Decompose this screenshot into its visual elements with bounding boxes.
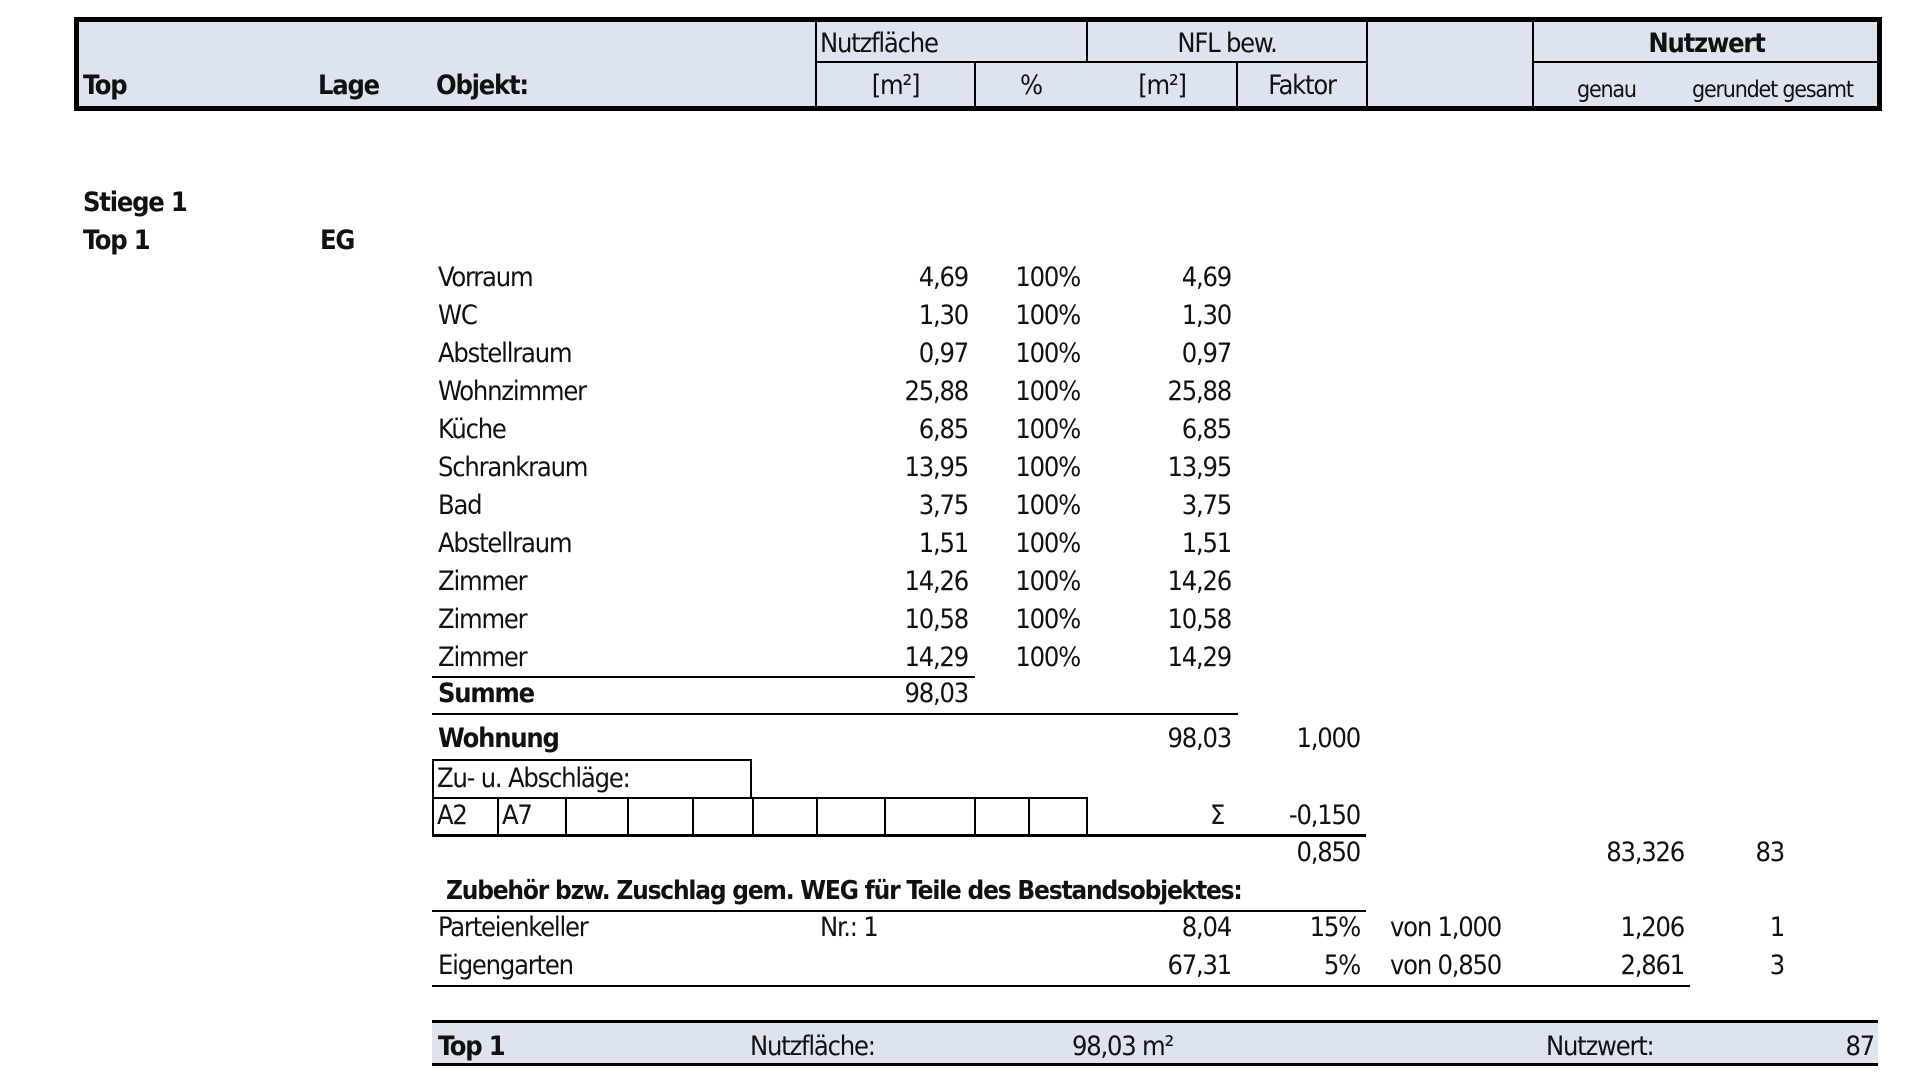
room-name: Schrankraum: [438, 452, 588, 483]
header-lage: Lage: [318, 70, 379, 101]
room-name: Küche: [438, 414, 506, 445]
room-percent: 100%: [1015, 566, 1080, 597]
room-name: Wohnzimmer: [438, 376, 586, 407]
room-percent: 100%: [1015, 376, 1080, 407]
code-cell-divider: [816, 797, 818, 837]
wohnung-label: Wohnung: [438, 723, 559, 754]
room-percent: 100%: [1015, 528, 1080, 559]
room-percent: 100%: [1015, 604, 1080, 635]
room-percent: 100%: [1015, 338, 1080, 369]
sigma-symbol: Σ: [1210, 800, 1225, 831]
room-weighted-area: 25,88: [1167, 376, 1231, 407]
room-weighted-area: 0,97: [1181, 338, 1231, 369]
zubehoer-percent: 5%: [1323, 950, 1360, 981]
room-weighted-area: 1,30: [1181, 300, 1231, 331]
zubehoer-nr: Nr.: 1: [820, 912, 878, 943]
room-area: 0,97: [918, 338, 968, 369]
room-percent: 100%: [1015, 642, 1080, 673]
zuschlaege-label: Zu- u. Abschläge:: [437, 763, 630, 794]
zubehoer-name: Eigengarten: [438, 950, 573, 981]
room-percent: 100%: [1015, 300, 1080, 331]
room-area: 1,51: [918, 528, 968, 559]
wohnung-weighted: 98,03: [1167, 723, 1231, 754]
room-area: 4,69: [918, 262, 968, 293]
header-nutzwert: Nutzwert: [1648, 28, 1765, 59]
summary-nutzflaeche-label: Nutzfläche:: [750, 1031, 875, 1062]
room-area: 25,88: [904, 376, 968, 407]
code-cell-divider: [497, 797, 499, 837]
nutzwert-genau: 83,326: [1606, 837, 1684, 868]
result-faktor: 0,850: [1296, 837, 1360, 868]
room-weighted-area: 14,29: [1167, 642, 1231, 673]
zubehoer-area: 67,31: [1167, 950, 1231, 981]
room-name: Bad: [438, 490, 482, 521]
header-nutzflaeche: Nutzfläche: [820, 28, 938, 59]
zubehoer-area: 8,04: [1181, 912, 1231, 943]
wohnung-line: [432, 713, 1238, 715]
zubehoer-von: von 1,000: [1390, 912, 1502, 943]
room-weighted-area: 10,58: [1167, 604, 1231, 635]
summary-top: Top 1: [438, 1031, 505, 1062]
zubehoer-von: von 0,850: [1390, 950, 1502, 981]
zubehoer-bottom-line: [432, 985, 1690, 987]
room-area: 14,26: [904, 566, 968, 597]
room-weighted-area: 6,85: [1181, 414, 1231, 445]
header-divider: [1532, 61, 1877, 63]
header-objekt: Objekt:: [436, 70, 528, 101]
code-cell-divider: [565, 797, 567, 837]
top-label: Top 1: [83, 225, 150, 256]
summary-nutzwert-value: 87: [1845, 1031, 1874, 1062]
header-divider: [1366, 20, 1368, 108]
room-weighted-area: 3,75: [1181, 490, 1231, 521]
room-area: 6,85: [918, 414, 968, 445]
room-percent: 100%: [1015, 262, 1080, 293]
room-percent: 100%: [1015, 490, 1080, 521]
header-divider: [815, 61, 1366, 63]
code-cell-divider: [884, 797, 886, 837]
code-cell-divider: [752, 797, 754, 837]
stiege-label: Stiege 1: [83, 187, 187, 218]
room-name: Abstellraum: [438, 528, 572, 559]
code-cell-divider: [692, 797, 694, 837]
zubehoer-title: Zubehör bzw. Zuschlag gem. WEG für Teile des Bestandsobjektes:: [446, 876, 1242, 906]
room-name: Vorraum: [438, 262, 533, 293]
header-genau: genau: [1577, 77, 1636, 103]
header-unit-m2: [m²]: [871, 70, 920, 101]
header-unit-m2: [m²]: [1138, 70, 1186, 101]
zuschlaege-bottom-line: [432, 834, 1366, 837]
summe-value: 98,03: [904, 678, 968, 709]
room-weighted-area: 13,95: [1167, 452, 1231, 483]
room-name: Zimmer: [438, 642, 527, 673]
zubehoer-percent: 15%: [1309, 912, 1360, 943]
header-percent: %: [1020, 70, 1042, 101]
zubehoer-genau: 1,206: [1620, 912, 1684, 943]
zubehoer-gerundet: 3: [1769, 950, 1784, 981]
room-name: Abstellraum: [438, 338, 572, 369]
zubehoer-genau: 2,861: [1620, 950, 1684, 981]
zuschlaege-sum: -0,150: [1288, 800, 1360, 831]
room-area: 1,30: [918, 300, 968, 331]
room-area: 3,75: [918, 490, 968, 521]
nutzwert-gerundet: 83: [1755, 837, 1784, 868]
room-area: 10,58: [904, 604, 968, 635]
room-weighted-area: 4,69: [1181, 262, 1231, 293]
room-area: 13,95: [904, 452, 968, 483]
header-nfl-bew: NFL bew.: [1177, 28, 1277, 59]
header-faktor: Faktor: [1268, 70, 1336, 101]
room-percent: 100%: [1015, 452, 1080, 483]
code-cell-divider: [627, 797, 629, 837]
header-gerundet-gesamt: gerundet gesamt: [1692, 77, 1853, 103]
lage-value: EG: [320, 225, 355, 256]
summary-nutzflaeche-value: 98,03 m²: [1072, 1031, 1174, 1062]
room-weighted-area: 1,51: [1181, 528, 1231, 559]
room-percent: 100%: [1015, 414, 1080, 445]
room-name: WC: [438, 300, 477, 331]
room-area: 14,29: [904, 642, 968, 673]
room-name: Zimmer: [438, 604, 527, 635]
wohnung-faktor: 1,000: [1296, 723, 1360, 754]
header-top: Top: [83, 70, 127, 101]
code-cell: A2: [437, 800, 467, 831]
room-name: Zimmer: [438, 566, 527, 597]
summe-label: Summe: [438, 678, 534, 709]
zubehoer-name: Parteienkeller: [438, 912, 588, 943]
zubehoer-gerundet: 1: [1769, 912, 1784, 943]
code-cell-divider: [1028, 797, 1030, 837]
summary-nutzwert-label: Nutzwert:: [1546, 1031, 1654, 1062]
code-cell: A7: [502, 800, 532, 831]
code-cell-divider: [974, 797, 976, 837]
room-weighted-area: 14,26: [1167, 566, 1231, 597]
